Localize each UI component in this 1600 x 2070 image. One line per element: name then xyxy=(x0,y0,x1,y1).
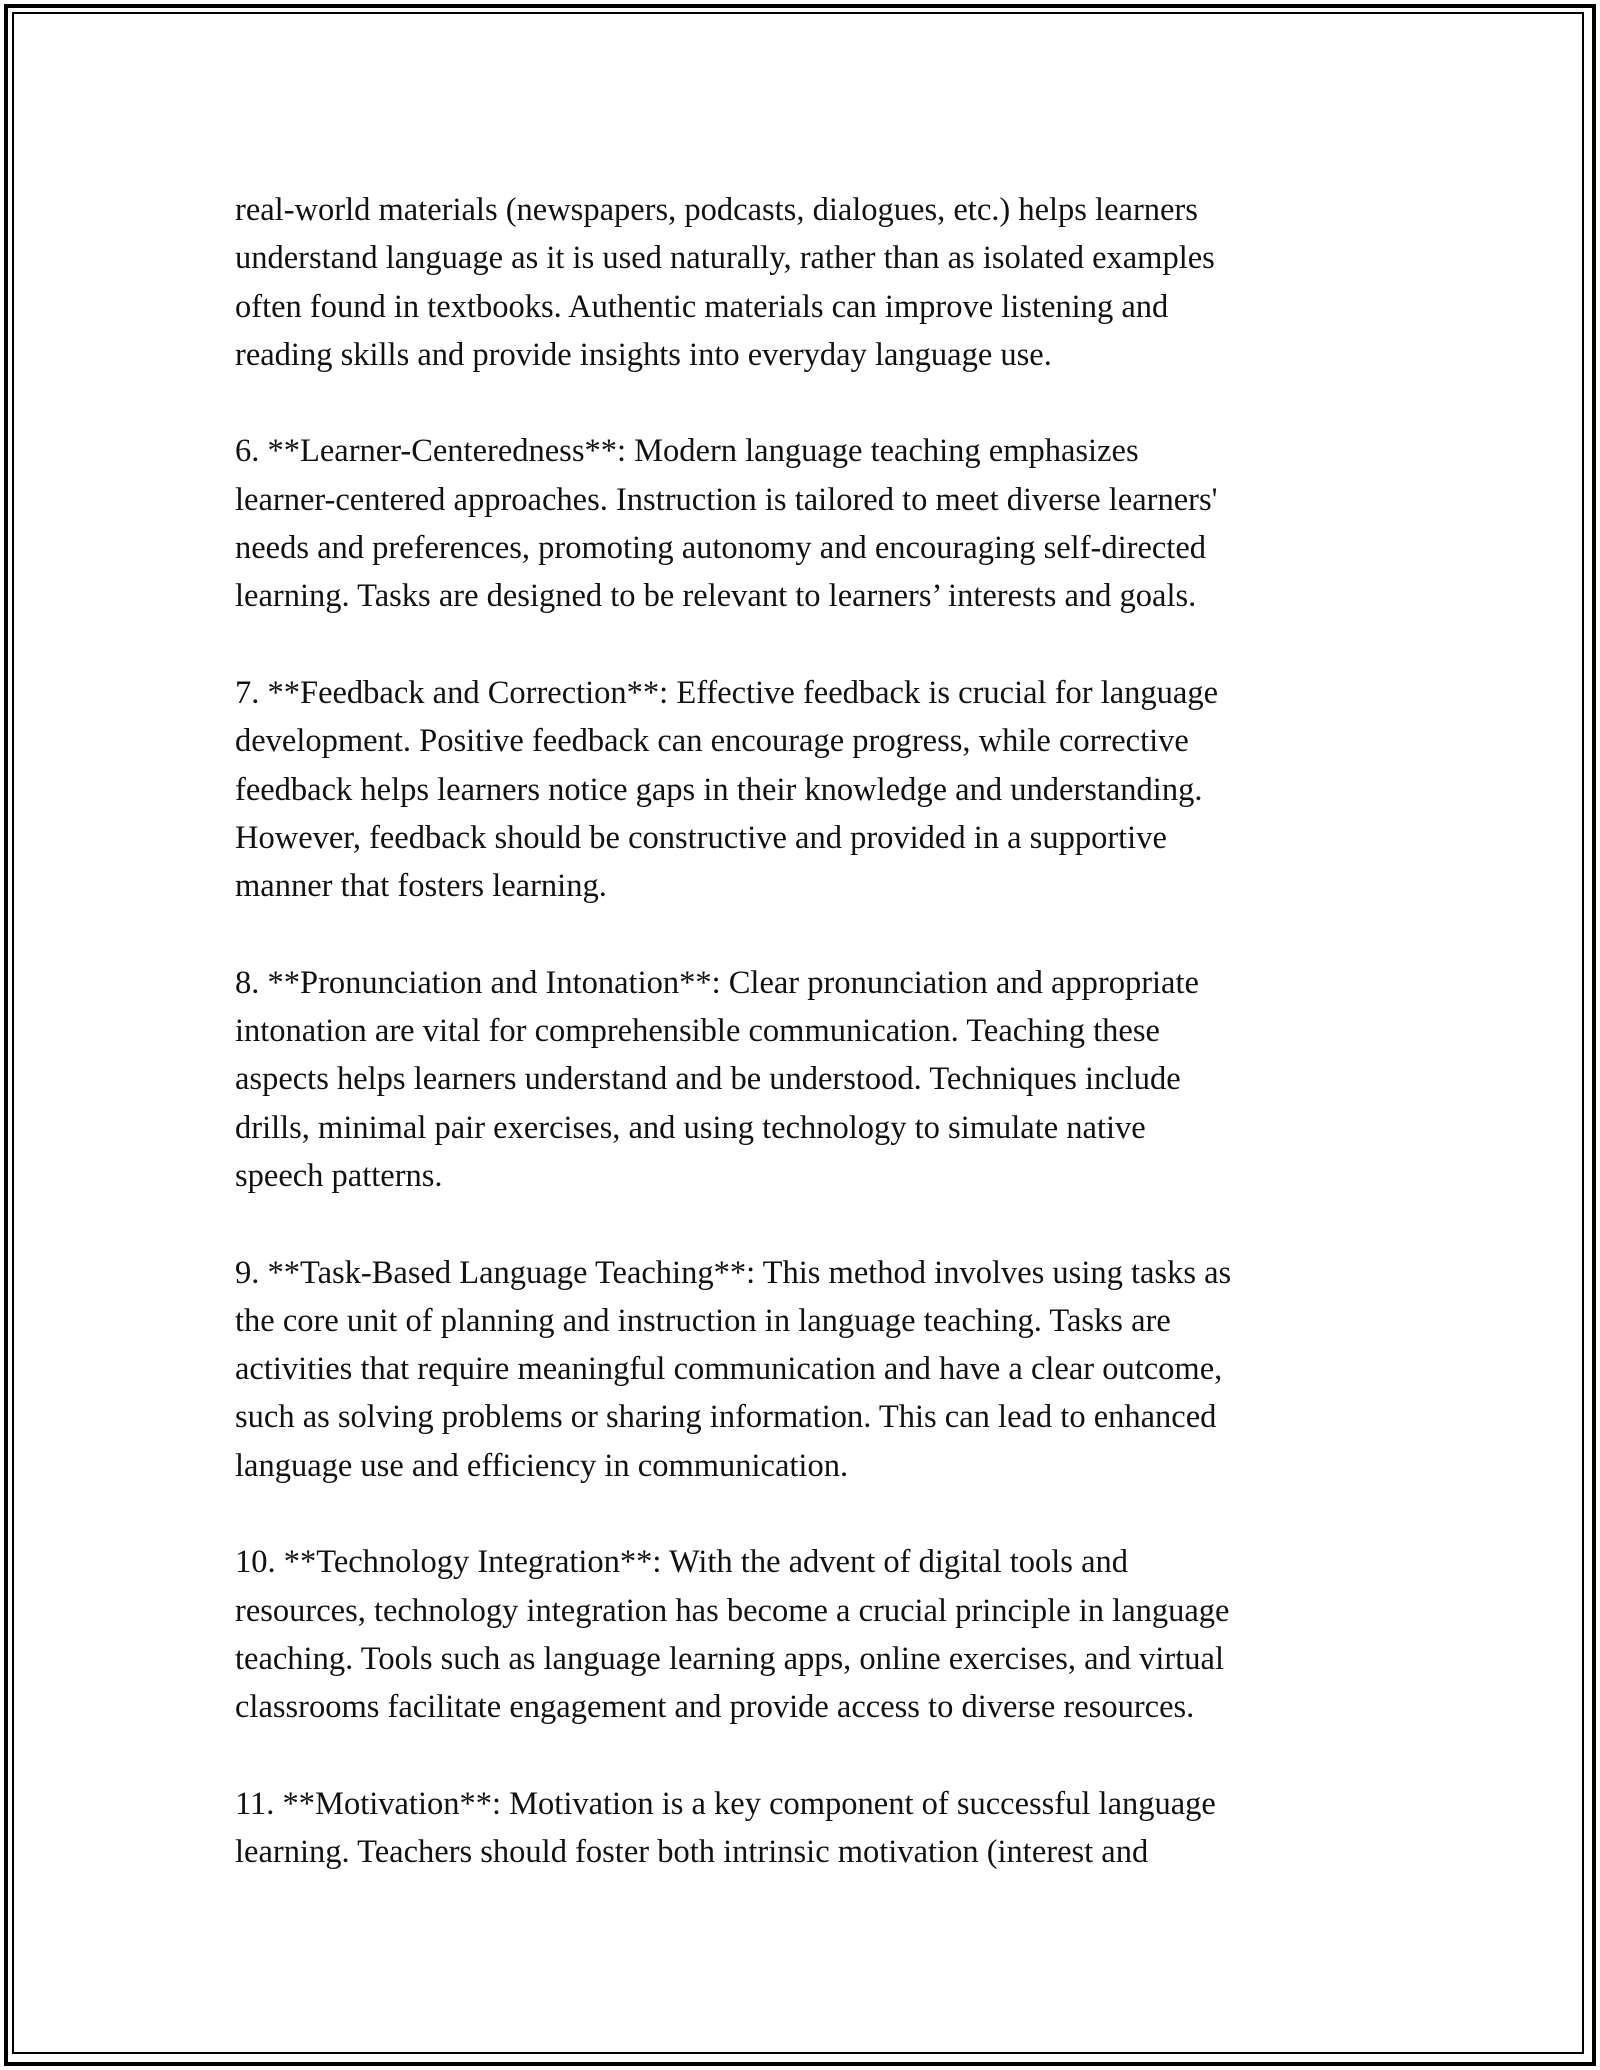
text-line: 8. **Pronunciation and Intonation**: Clear pronunciation and appropriate xyxy=(235,964,1199,1001)
paragraph-task-based-teaching xyxy=(235,1249,1415,1490)
paragraph-motivation xyxy=(235,1780,1415,1877)
paragraph-authentic-materials xyxy=(235,186,1415,379)
text-line: classrooms facilitate engagement and provide access to diverse resources. xyxy=(235,1689,1195,1726)
text-line: feedback helps learners notice gaps in their knowledge and understanding. xyxy=(235,771,1203,808)
text-line: 7. **Feedback and Correction**: Effective feedback is crucial for language xyxy=(235,674,1219,711)
text-line: activities that require meaningful communication and have a clear outcome, xyxy=(235,1351,1223,1388)
paragraph-learner-centeredness xyxy=(235,427,1415,620)
text-line: resources, technology integration has become a crucial principle in language xyxy=(235,1592,1230,1629)
text-line: teaching. Tools such as language learning apps, online exercises, and virtual xyxy=(235,1640,1224,1677)
text-line: 6. **Learner-Centeredness**: Modern language teaching emphasizes xyxy=(235,433,1139,470)
paragraph-technology-integration xyxy=(235,1538,1415,1731)
text-line: 10. **Technology Integration**: With the advent of digital tools and xyxy=(235,1544,1129,1581)
document-body xyxy=(235,186,1415,1925)
text-line: understand language as it is used naturally, rather than as isolated examples xyxy=(235,240,1215,277)
text-line: often found in textbooks. Authentic materials can improve listening and xyxy=(235,288,1169,325)
text-line: learner-centered approaches. Instruction is tailored to meet diverse learners' xyxy=(235,481,1218,518)
text-line: intonation are vital for comprehensible communication. Teaching these xyxy=(235,1013,1160,1050)
text-line: the core unit of planning and instruction in language teaching. Tasks are xyxy=(235,1302,1171,1339)
text-line: drills, minimal pair exercises, and using technology to simulate native xyxy=(235,1109,1146,1146)
text-line: language use and efficiency in communication. xyxy=(235,1447,849,1484)
text-line: learning. Tasks are designed to be relevant to learners’ interests and goals. xyxy=(235,578,1197,615)
text-line: 11. **Motivation**: Motivation is a key component of successful language xyxy=(235,1785,1216,1822)
text-line: 9. **Task-Based Language Teaching**: This method involves using tasks as xyxy=(235,1254,1232,1291)
text-line: development. Positive feedback can encourage progress, while corrective xyxy=(235,723,1189,760)
text-line: speech patterns. xyxy=(235,1157,443,1194)
text-line: reading skills and provide insights into everyday language use. xyxy=(235,336,1052,373)
text-line: manner that fosters learning. xyxy=(235,868,607,905)
text-line: However, feedback should be constructive and provided in a supportive xyxy=(235,819,1167,856)
paragraph-feedback-correction xyxy=(235,669,1415,910)
paragraph-pronunciation-intonation xyxy=(235,959,1415,1200)
text-line: such as solving problems or sharing information. This can lead to enhanced xyxy=(235,1399,1217,1436)
text-line: real-world materials (newspapers, podcasts, dialogues, etc.) helps learners xyxy=(235,192,1198,228)
text-line: learning. Teachers should foster both intrinsic motivation (interest and xyxy=(235,1834,1149,1871)
text-line: needs and preferences, promoting autonomy and encouraging self-directed xyxy=(235,530,1207,567)
text-line: aspects helps learners understand and be understood. Techniques include xyxy=(235,1061,1181,1098)
